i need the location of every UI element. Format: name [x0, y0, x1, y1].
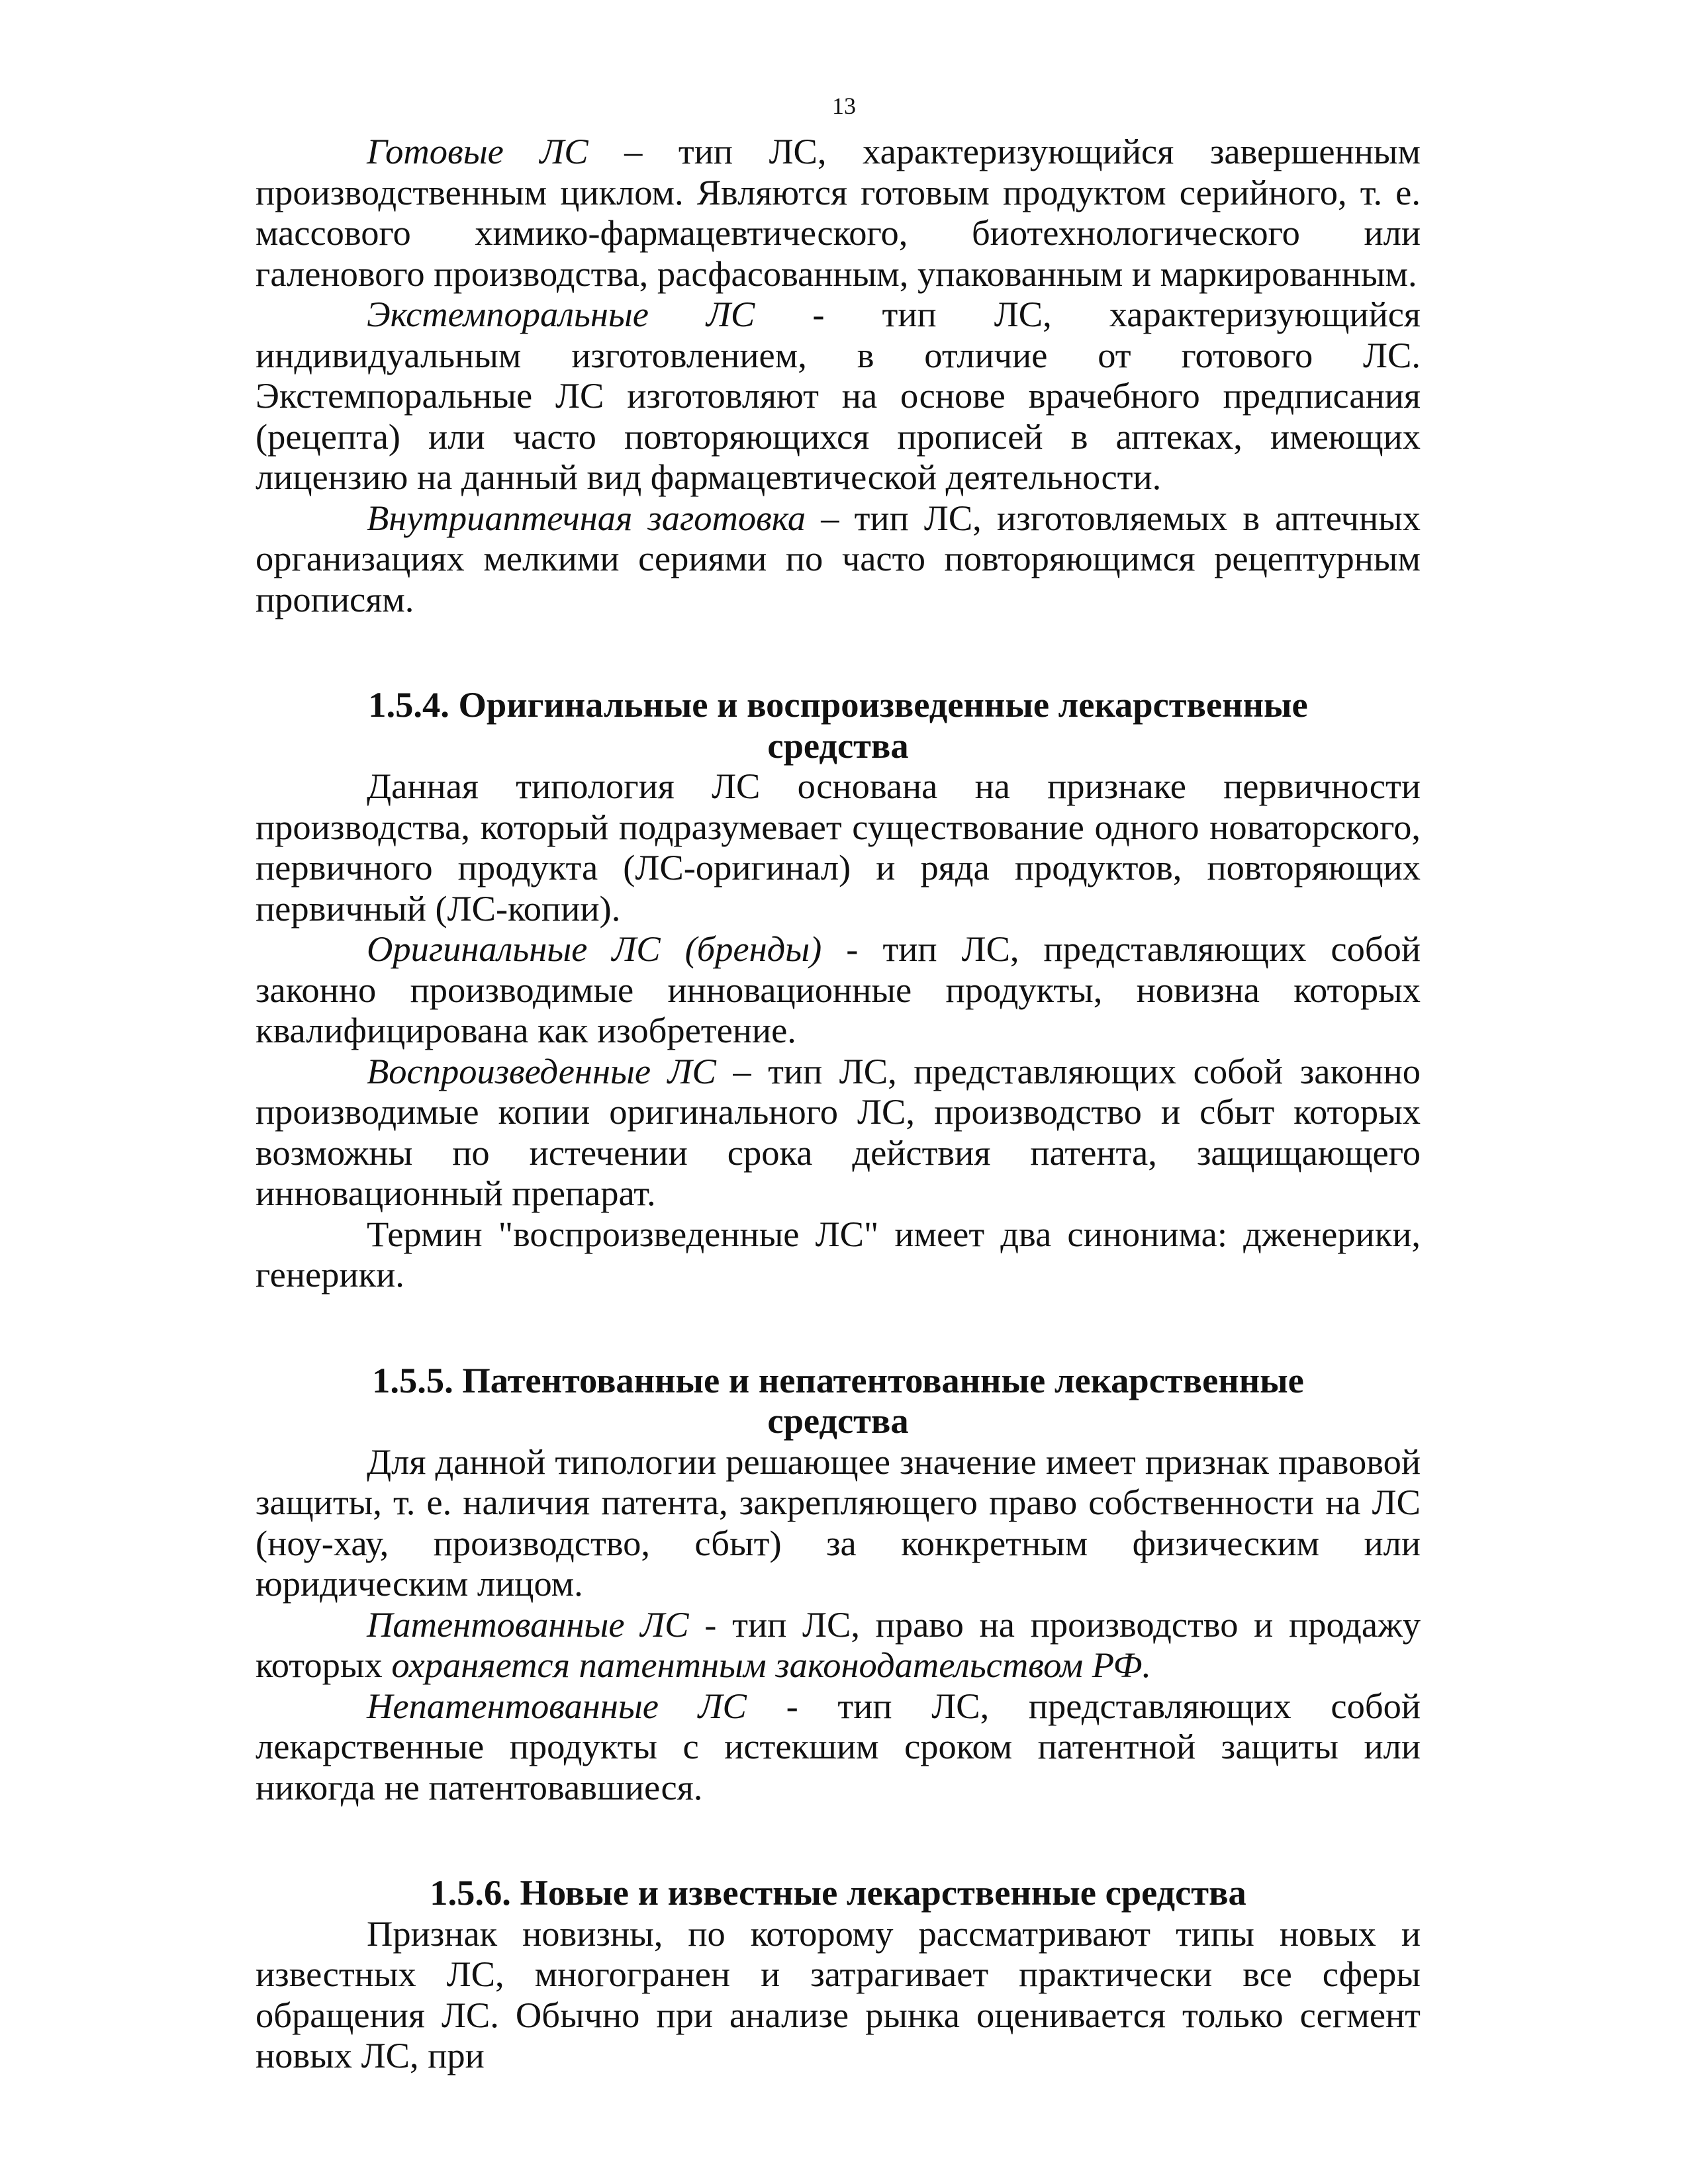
- term-patented-drugs: Патентованные ЛС: [367, 1604, 689, 1645]
- paragraph-primacy-typology: Данная типология ЛС основана на признаке первичности производства, который подразумевает существование одного новаторского, первичного продукта (ЛС-оригинал) и ряда продуктов, повторяющих первичный (ЛС-копии).: [256, 766, 1421, 929]
- paragraph-legal-protection: Для данной типологии решающее значение имеет признак правовой защиты, т. е. наличия патента, закрепляющего право собственности на ЛС (ноу-хау, производство, сбыт) за конкретным физическим или юридическим лицом.: [256, 1441, 1421, 1604]
- paragraph-finished-drugs: [256, 131, 1421, 294]
- paragraph-reproduced-drugs: [256, 1051, 1421, 1214]
- page-number: 13: [832, 93, 856, 119]
- term-extemporaneous-drugs: Экстемпоральные ЛС: [367, 294, 755, 334]
- paragraph-novelty-sign: Признак новизны, по которому рассматривают типы новых и известных ЛС, многогранен и затрагивает практически все сферы обращения ЛС. Обычно при анализе рынка оценивается только сегмент новых ЛС, при: [256, 1913, 1421, 2075]
- paragraph-extemporaneous-drugs: [256, 294, 1421, 498]
- paragraph-unpatented-drugs: [256, 1686, 1421, 1808]
- definition-reproduced-drugs: – тип ЛС, представляющих собой законно производимые копии оригинального ЛС, производство и сбыт которых возможны по истечении срока действия патента, защищающего инновационный препарат.: [256, 1050, 1421, 1213]
- paragraph-original-drugs: [256, 929, 1421, 1051]
- definition-unpatented-drugs: - тип ЛС, представляющих собой лекарственные продукты с истекшим сроком патентной защиты или никогда не патентовавшиеся.: [256, 1685, 1421, 1807]
- paragraph-in-pharmacy-preparation: [256, 498, 1421, 620]
- term-reproduced-drugs: Воспроизведенные ЛС: [367, 1050, 716, 1091]
- definition-original-drugs: - тип ЛС, представляющих собой законно производимые инновационные продукты, новизна которых квалифицирована как изобретение.: [256, 929, 1421, 1050]
- definition-in-pharmacy-preparation: – тип ЛС, изготовляемых в аптечных организациях мелкими сериями по часто повторяющимся рецептурным прописям.: [256, 497, 1421, 619]
- term-unpatented-drugs: Непатентованные ЛС: [367, 1685, 747, 1726]
- definition-finished-drugs: – тип ЛС, характеризующийся завершенным производственным циклом. Являются готовым продуктом серийного, т. е. массового химико-фармацевтического, биотехнологического или галенового производства, расфасованным, упакованным и маркированным.: [256, 131, 1421, 294]
- paragraph-patented-drugs: [256, 1604, 1421, 1686]
- term-in-pharmacy-preparation: Внутриаптечная заготовка: [367, 497, 806, 538]
- section-heading-1-5-5: 1.5.5. Патентованные и непатентованные лекарственные средства: [372, 1359, 1304, 1441]
- section-heading-1-5-4: 1.5.4. Оригинальные и воспроизведенные лекарственные средства: [368, 684, 1308, 766]
- section-heading-1-5-6: 1.5.6. Новые и известные лекарственные средства: [430, 1872, 1246, 1913]
- term-finished-drugs: Готовые ЛС: [367, 131, 588, 171]
- patent-law-phrase: охраняется патентным законодательством РФ.: [391, 1645, 1152, 1685]
- definition-patented-drugs: - тип ЛС, право на производство и продажу которых: [256, 1604, 1421, 1685]
- definition-extemporaneous-drugs: - тип ЛС, характеризующийся индивидуальным изготовлением, в отличие от готового ЛС. Экстемпоральные ЛС изготовляют на основе врачебного предписания (рецепта) или часто повторяющихся прописей в аптеках, имеющих лицензию на данный вид фармацевтической деятельности.: [256, 294, 1421, 497]
- term-original-drugs: Оригинальные ЛС (бренды): [367, 929, 822, 969]
- page-body: [256, 131, 1421, 2076]
- paragraph-generics-synonyms: Термин "воспроизведенные ЛС" имеет два синонима: дженерики, генерики.: [256, 1213, 1421, 1295]
